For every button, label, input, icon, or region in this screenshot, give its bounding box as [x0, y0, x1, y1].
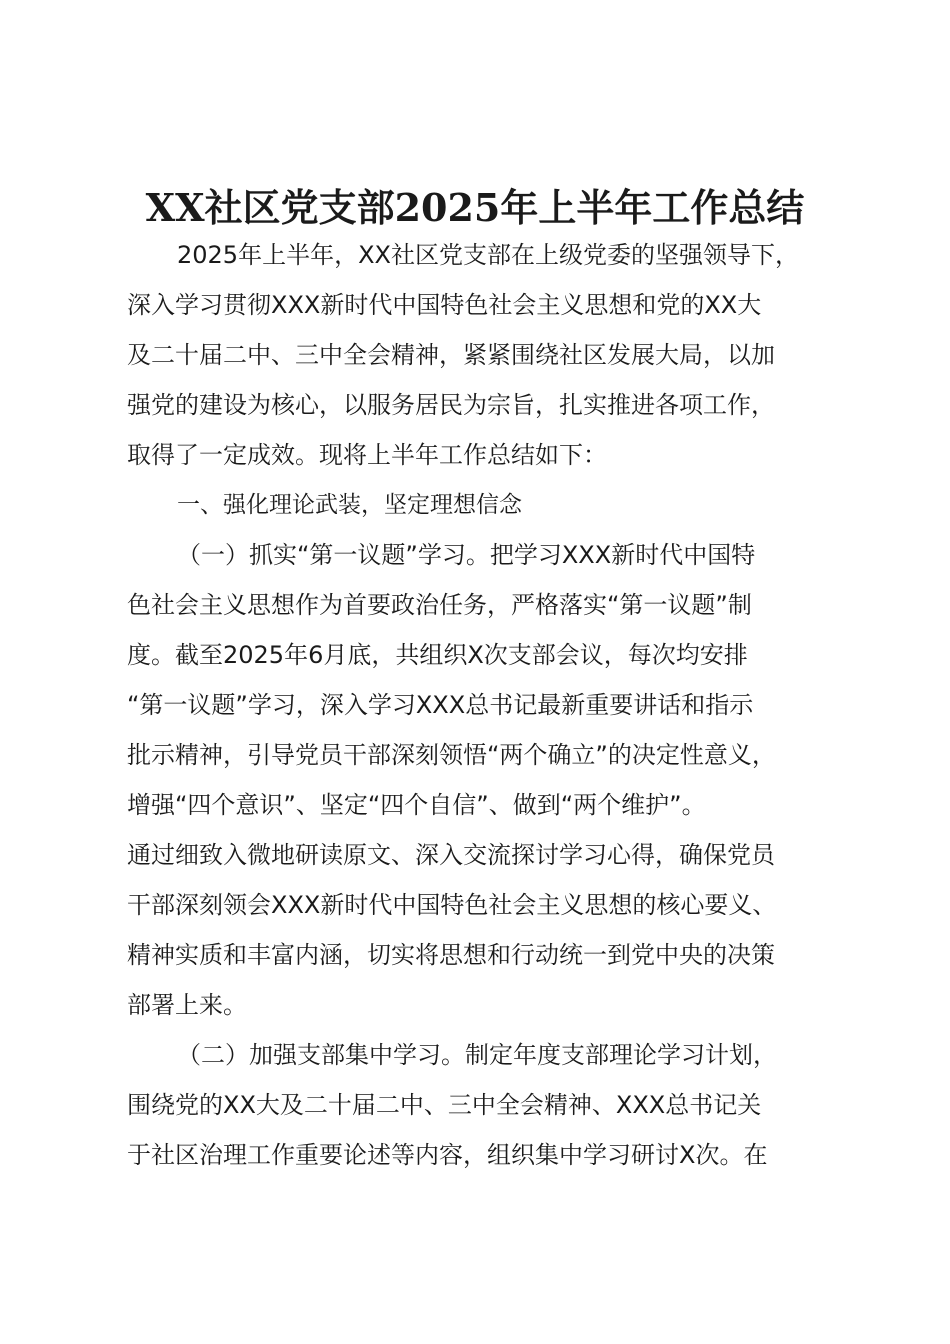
body-line: 深入学习贯彻XXX新时代中国特色社会主义思想和党的XX大	[127, 291, 762, 319]
body-line: 于社区治理工作重要论述等内容，组织集中学习研讨X次。在	[127, 1141, 768, 1169]
body-line: 色社会主义思想作为首要政治任务，严格落实“第一议题”制	[127, 591, 752, 619]
body-line: 批示精神，引导党员干部深刻领悟“两个确立”的决定性意义，	[127, 741, 776, 769]
section-heading: 一、强化理论武装，坚定理想信念	[177, 492, 522, 518]
body-line: 度。截至2025年6月底，共组织X次支部会议，每次均安排	[127, 641, 748, 669]
body-line: 增强“四个意识”、坚定“四个自信”、做到“两个维护”。	[127, 791, 706, 819]
body-line: 及二十届二中、三中全会精神，紧紧围绕社区发展大局，以加	[127, 341, 775, 369]
body-line: 通过细致入微地研读原文、深入交流探讨学习心得，确保党员	[127, 841, 775, 869]
document-title: XX社区党支部2025年上半年工作总结	[145, 185, 805, 230]
body-line: 2025年上半年，XX社区党支部在上级党委的坚强领导下，	[177, 241, 799, 269]
body-line: “第一议题”学习，深入学习XXX总书记最新重要讲话和指示	[127, 691, 754, 719]
subsection-first-line: （一）抓实“第一议题”学习。把学习XXX新时代中国特	[177, 541, 756, 569]
body-line: 围绕党的XX大及二十届二中、三中全会精神、XXX总书记关	[127, 1091, 762, 1119]
body-line: 部署上来。	[127, 991, 247, 1019]
body-line: 取得了一定成效。现将上半年工作总结如下：	[127, 441, 607, 469]
body-line: 干部深刻领会XXX新时代中国特色社会主义思想的核心要义、	[127, 891, 777, 919]
body-line: 精神实质和丰富内涵，切实将思想和行动统一到党中央的决策	[127, 941, 775, 969]
subsection-first-line: （二）加强支部集中学习。制定年度支部理论学习计划，	[177, 1041, 777, 1069]
document-body	[127, 230, 857, 1180]
body-line: 强党的建设为核心，以服务居民为宗旨，扎实推进各项工作，	[127, 391, 775, 419]
